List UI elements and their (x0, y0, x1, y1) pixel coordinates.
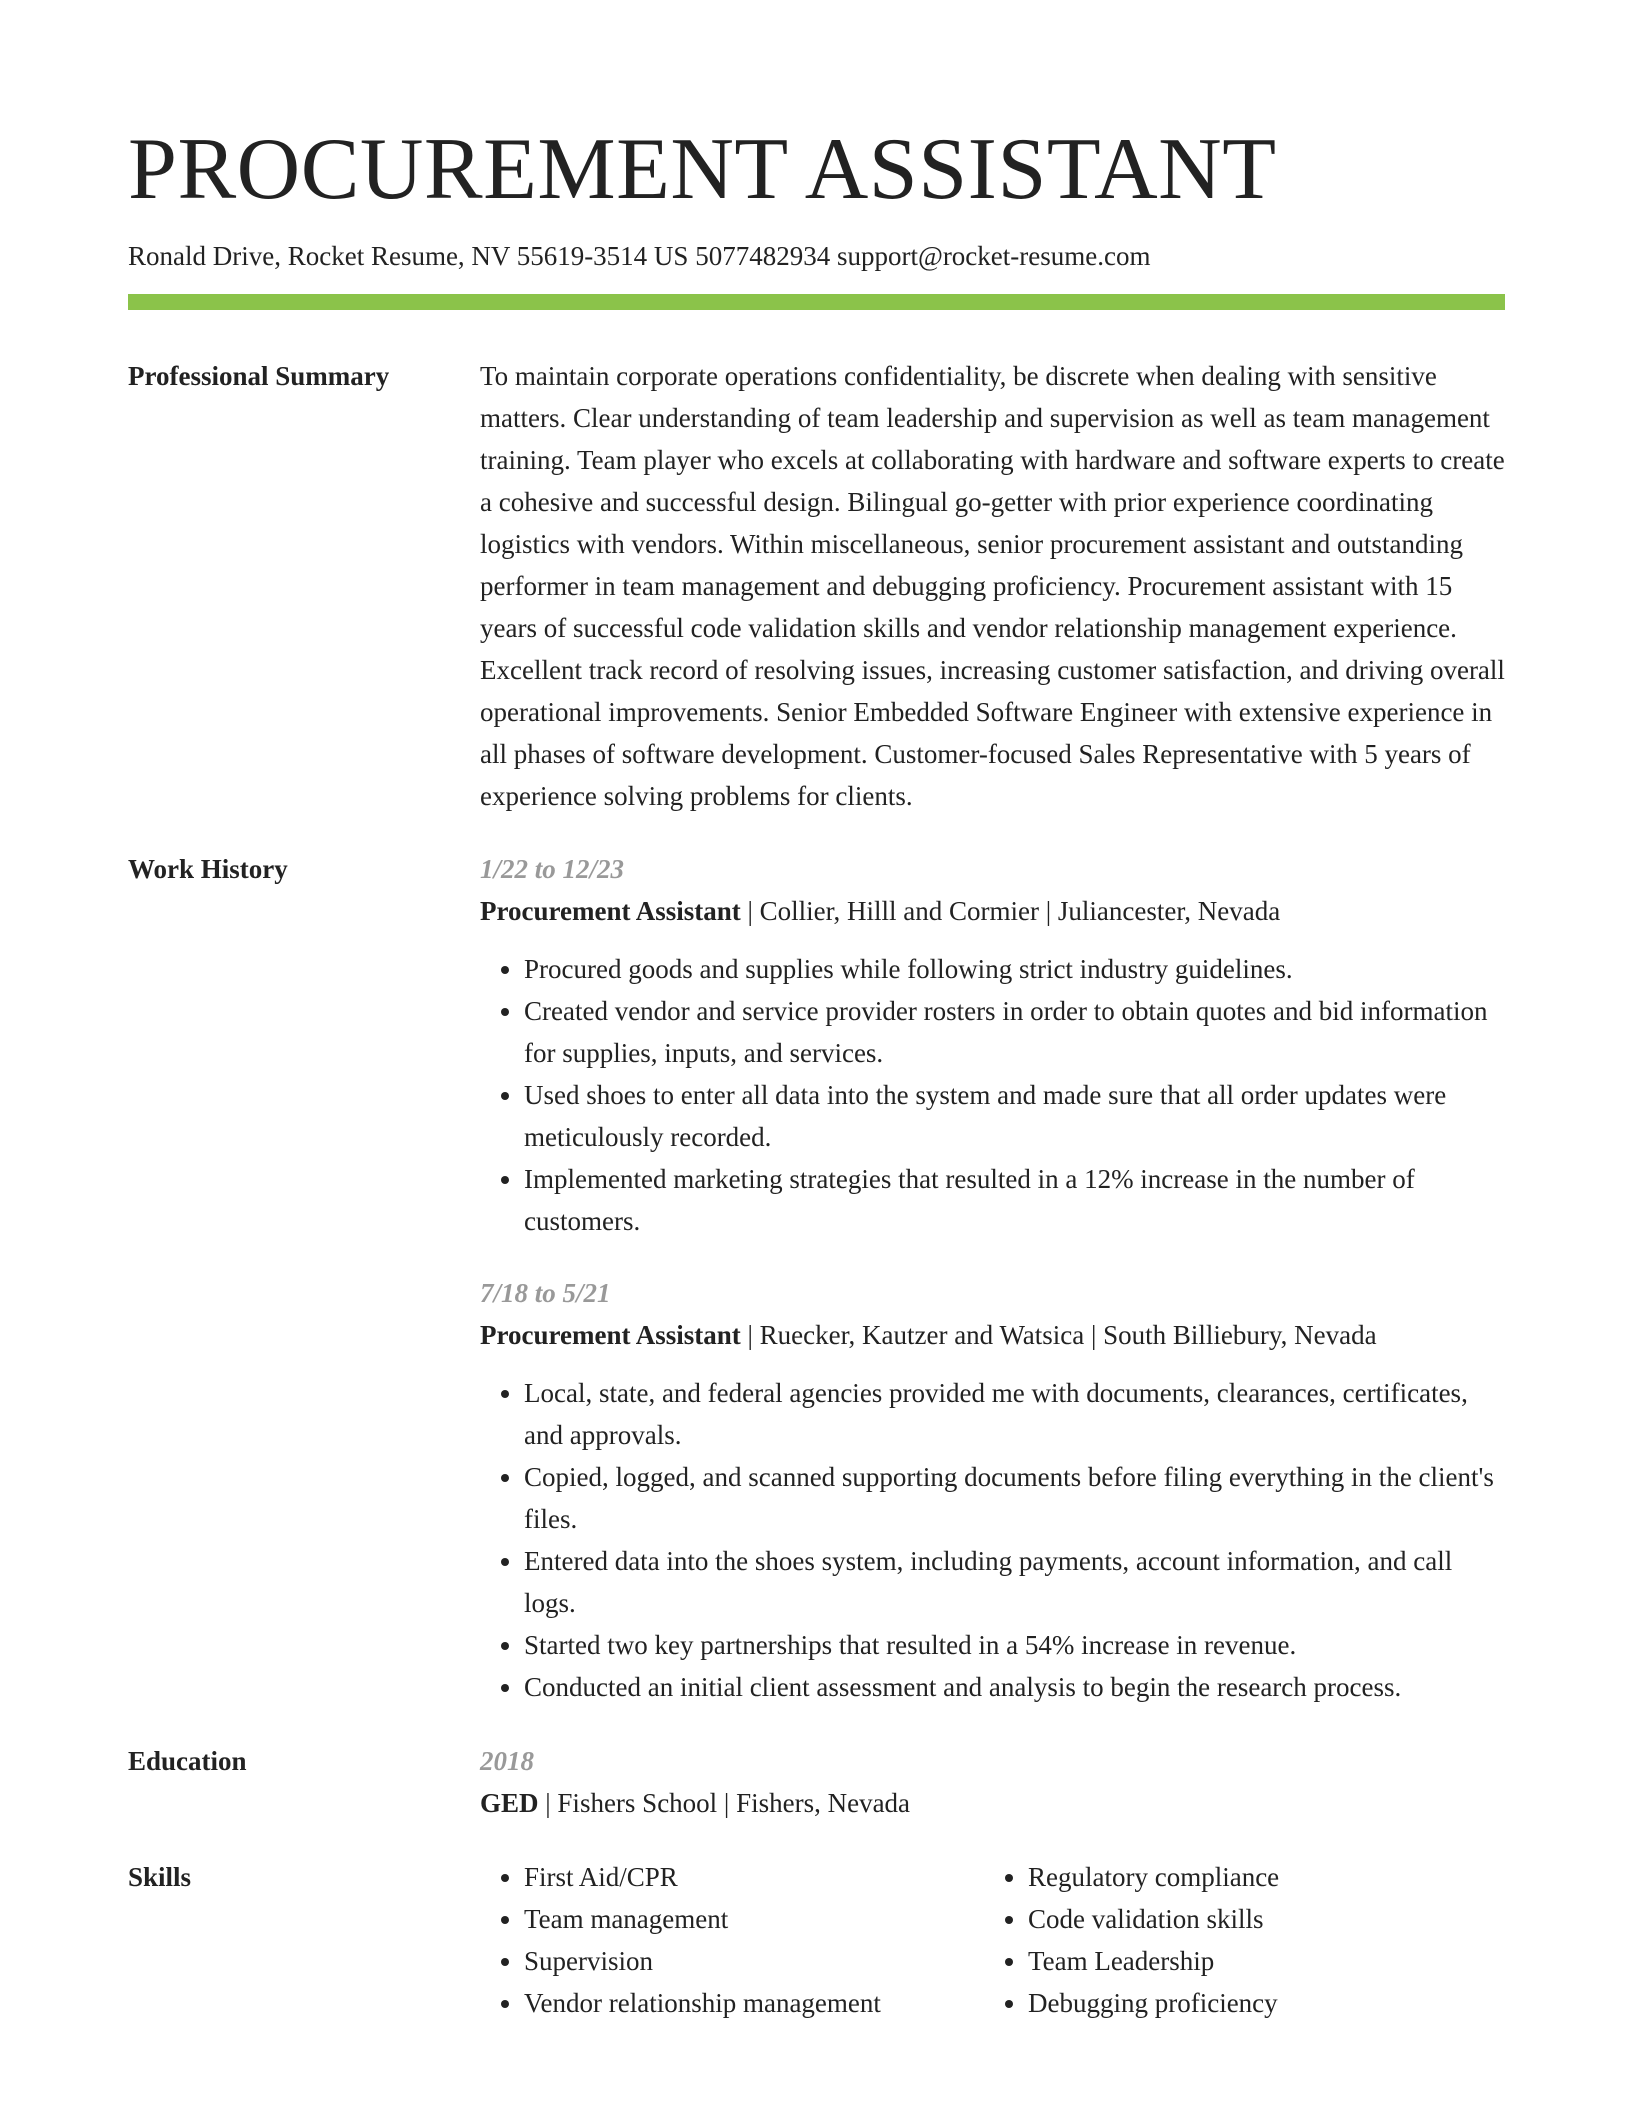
contact-line (128, 238, 1505, 274)
job-heading (480, 1314, 1505, 1356)
resume-page (128, 118, 1505, 2024)
skill-item: • Regulatory compliance (1028, 1856, 1488, 1898)
summary-heading: Professional Summary (128, 361, 390, 391)
job-dates: 1/22 to 12/23 (480, 854, 625, 884)
skills-columns (480, 1856, 1505, 2024)
skill-item: • Team Leadership (1028, 1940, 1488, 1982)
education-section (128, 1740, 1505, 1824)
summary-section (128, 355, 1505, 817)
job-employer: | Collier, Hilll and Cormier | Juliancester, Nevada (740, 896, 1281, 926)
skill-item: • Debugging proficiency (1028, 1982, 1488, 2024)
list-item: • Copied, logged, and scanned supporting documents before filing everything in the client's files. (524, 1456, 1505, 1540)
summary-text: To maintain corporate operations confidentiality, be discrete when dealing with sensitive matters. Clear understanding of team leadership and supervision as well as team management training. Team player who excels at collaborating with hardware and software experts to create a cohesive and successful design. Bilingual go-getter with prior experience coordinating logistics with vendors. Within miscellaneous, senior procurement assistant and outstanding performer in team management and debugging proficiency. Procurement assistant with 15 years of successful code validation skills and vendor relationship management experience. Excellent track record of resolving issues, increasing customer satisfaction, and driving overall operational improvements. Senior Embedded Software Engineer with extensive experience in all phases of software development. Customer-focused Sales Representative with 5 years of experience solving problems for clients. (480, 361, 1505, 811)
list-item: • Local, state, and federal agencies provided me with documents, clearances, certificates, and approvals. (524, 1372, 1505, 1456)
job-bullets (480, 1372, 1505, 1708)
list-item: • Conducted an initial client assessment and analysis to begin the research process. (524, 1666, 1505, 1708)
skills-list-right (984, 1856, 1488, 2024)
job-entry (480, 1272, 1505, 1708)
contact-phone: 5077482934 (695, 241, 831, 271)
job-title: Procurement Assistant (480, 896, 741, 926)
list-item: • Implemented marketing strategies that resulted in a 12% increase in the number of customers. (524, 1158, 1505, 1242)
list-item: • Started two key partnerships that resulted in a 54% increase in revenue. (524, 1624, 1505, 1666)
work-history-heading: Work History (128, 854, 288, 884)
education-degree: GED (480, 1788, 539, 1818)
contact-address: Ronald Drive, Rocket Resume, NV 55619-3514 US (128, 241, 689, 271)
skills-section (128, 1856, 1505, 2024)
job-employer: | Ruecker, Kautzer and Watsica | South Billiebury, Nevada (740, 1320, 1377, 1350)
skill-item: • Team management (524, 1898, 984, 1940)
skill-item: • Vendor relationship management (524, 1982, 984, 2024)
job-entry (480, 848, 1505, 1242)
skill-item: • Code validation skills (1028, 1898, 1488, 1940)
education-heading: Education (128, 1746, 247, 1776)
education-school: | Fishers School | Fishers, Nevada (538, 1788, 911, 1818)
job-bullets (480, 948, 1505, 1242)
skill-item: • Supervision (524, 1940, 984, 1982)
list-item: • Used shoes to enter all data into the system and made sure that all order updates were meticulously recorded. (524, 1074, 1505, 1158)
skill-item: • First Aid/CPR (524, 1856, 984, 1898)
job-title: Procurement Assistant (480, 1320, 741, 1350)
resume-title: PROCUREMENT ASSISTANT (128, 121, 1277, 218)
education-line (480, 1782, 1505, 1824)
work-history-section (128, 848, 1505, 1708)
list-item: • Procured goods and supplies while following strict industry guidelines. (524, 948, 1505, 990)
skills-list-left (480, 1856, 984, 2024)
list-item: • Entered data into the shoes system, including payments, account information, and call logs. (524, 1540, 1505, 1624)
contact-email: support@rocket-resume.com (836, 241, 1151, 271)
job-heading (480, 890, 1505, 932)
education-year: 2018 (480, 1746, 534, 1776)
accent-divider (128, 294, 1505, 310)
list-item: • Created vendor and service provider rosters in order to obtain quotes and bid information for supplies, inputs, and services. (524, 990, 1505, 1074)
job-dates: 7/18 to 5/21 (480, 1278, 611, 1308)
skills-heading: Skills (128, 1862, 192, 1892)
